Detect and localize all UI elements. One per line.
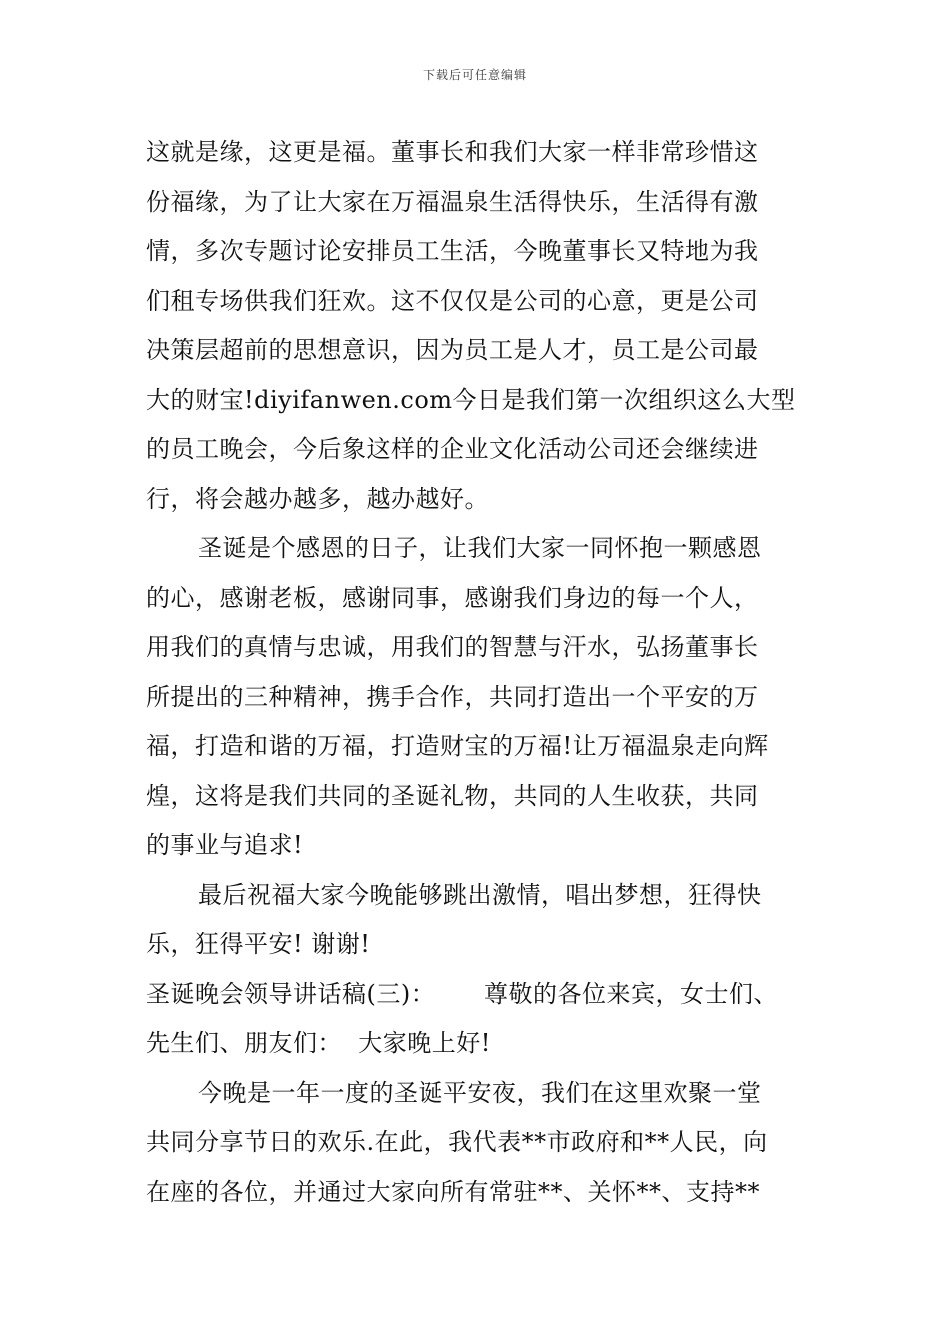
text-line: 决策层超前的思想意识，因为员工是人才，员工是公司最 xyxy=(146,336,759,364)
text-line: 煌，这将是我们共同的圣诞礼物，共同的人生收获，共同 xyxy=(146,781,759,810)
text-line: 的事业与追求! xyxy=(146,831,304,859)
section-title-line: 圣诞晚会领导讲话稿(三)： 尊敬的各位来宾，女士们、 xyxy=(146,979,778,1008)
text-line: 大的财宝!diyifanwen.com今日是我们第一次组织这么大型 xyxy=(146,385,796,414)
text-line: 福，打造和谐的万福，打造财宝的万福!让万福温泉走向辉 xyxy=(146,732,769,760)
text-line: 乐，狂得平安! 谢谢! xyxy=(146,930,371,958)
text-line: 情，多次专题讨论安排员工生活，今晚董事长又特地为我 xyxy=(146,237,759,265)
paragraph-start-line: 最后祝福大家今晚能够跳出激情，唱出梦想，狂得快 xyxy=(198,880,762,909)
text-line: 这就是缘，这更是福。董事长和我们大家一样非常珍惜这 xyxy=(146,138,759,166)
document-body xyxy=(146,128,826,1217)
text-line: 在座的各位，并通过大家向所有常驻**、关怀**、支持** xyxy=(146,1177,760,1206)
paragraph-start-line: 圣诞是个感恩的日子，让我们大家一同怀抱一颗感恩 xyxy=(198,534,762,562)
text-line: 的心，感谢老板，感谢同事，感谢我们身边的每一个人， xyxy=(146,583,759,612)
text-line: 先生们、朋友们： 大家晚上好! xyxy=(146,1029,491,1057)
text-line: 行，将会越办越多，越办越好。 xyxy=(146,484,489,513)
paragraph-start-line: 今晚是一年一度的圣诞平安夜，我们在这里欢聚一堂 xyxy=(198,1078,762,1107)
text-line: 们租专场供我们狂欢。这不仅仅是公司的心意，更是公司 xyxy=(146,286,759,315)
text-line: 共同分享节日的欢乐.在此，我代表**市政府和**人民，向 xyxy=(146,1128,768,1156)
text-line: 的员工晚会，今后象这样的企业文化活动公司还会继续进 xyxy=(146,435,759,463)
page-header: 下载后可任意编辑 xyxy=(422,68,527,82)
text-line: 份福缘，为了让大家在万福温泉生活得快乐，生活得有激 xyxy=(146,187,759,216)
text-line: 用我们的真情与忠诚，用我们的智慧与汗水，弘扬董事长 xyxy=(146,633,759,661)
text-line: 所提出的三种精神，携手合作，共同打造出一个平安的万 xyxy=(146,682,759,711)
